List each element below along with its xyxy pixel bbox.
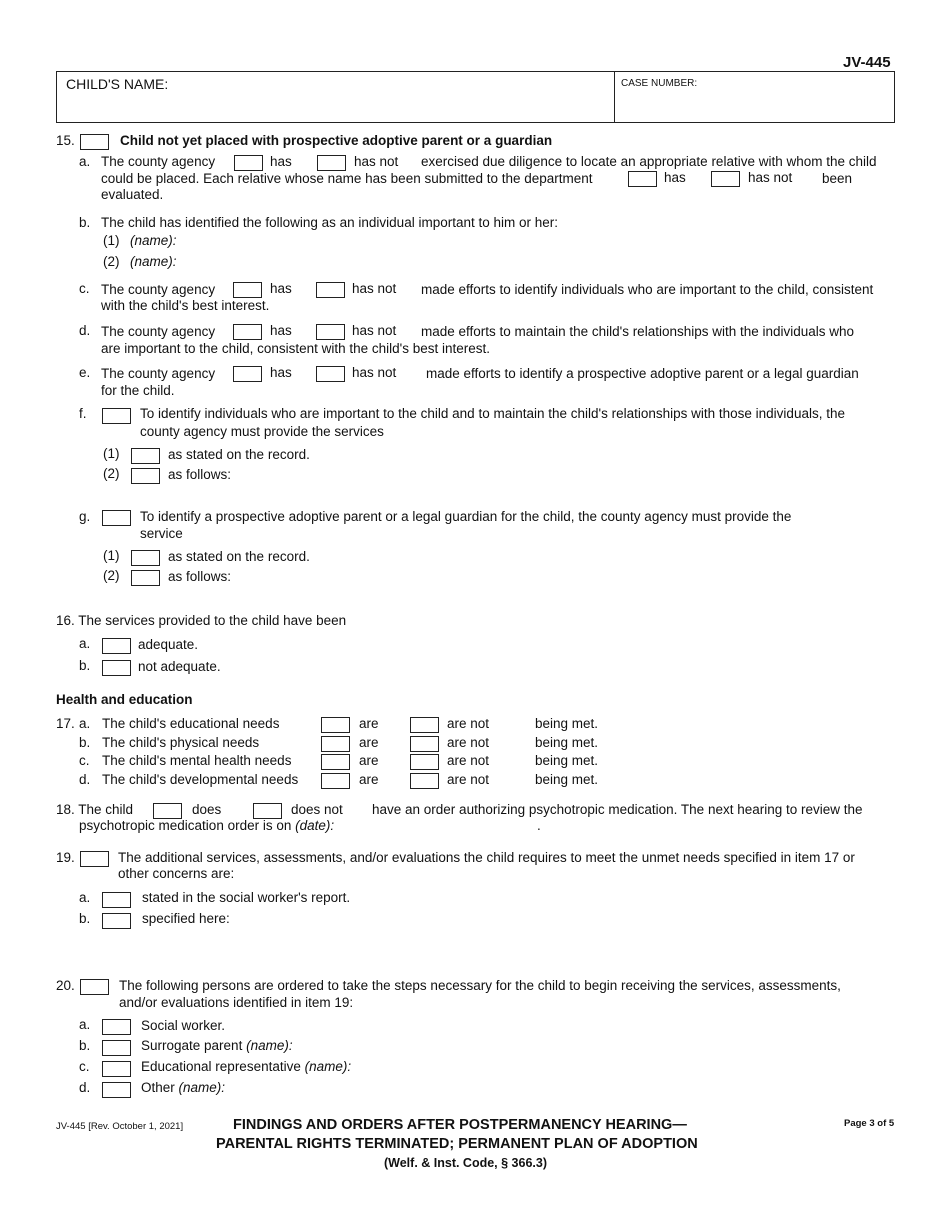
item20a-checkbox[interactable] [102,1019,131,1035]
item18-does-label: does [192,802,222,817]
item15b-name-1-label: (name): [130,233,177,248]
item15b-number-2: (2) [103,254,120,269]
item15a-relative-has-not-checkbox[interactable] [711,171,740,187]
item15f-option1-label: as stated on the record. [168,447,310,462]
item19-checkbox[interactable] [80,851,109,867]
item16a-letter: a. [79,636,91,651]
item17d-are-not-checkbox[interactable] [410,773,439,789]
item15g-option1-label: as stated on the record. [168,549,310,564]
item15d-has-not-label: has not [352,323,397,338]
item17b-are-not-label: are not [447,735,490,750]
item17c-are-checkbox[interactable] [321,754,350,770]
item17d-being-met: being met. [535,772,599,787]
item15e-text: The county agency [101,366,216,381]
item20d-label [141,1080,225,1095]
case-number-label: CASE NUMBER: [621,78,698,89]
item15c-line2: with the child's best interest. [101,298,270,313]
item15a-text: The county agency [101,154,216,169]
item19a-checkbox[interactable] [102,892,131,908]
item18-text: 18. The child [56,802,134,817]
item15c-has-not-label: has not [352,281,397,296]
item18-does-not-checkbox[interactable] [253,803,282,819]
item20b-label [141,1038,293,1053]
item20-checkbox[interactable] [80,979,109,995]
item17c-are-label: are [359,753,379,768]
item15a-text-cont: exercised due diligence to locate an appropriate relative with whom the child [421,154,877,169]
item17b-label: The child's physical needs [102,735,260,750]
item15b-letter: b. [79,215,91,230]
item19-number: 19. [56,850,75,865]
item16a-label: adequate. [138,637,199,652]
item15a-been-label: been [822,171,853,186]
item15d-text-cont: made efforts to maintain the child's relationships with the individuals who [421,324,855,339]
item16a-checkbox[interactable] [102,638,131,654]
item15e-has-not-checkbox[interactable] [316,366,345,382]
caption-box [56,71,895,123]
item15a-has-checkbox[interactable] [234,155,263,171]
item17a-being-met: being met. [535,716,599,731]
item17b-being-met: being met. [535,735,599,750]
item17-number: 17. [56,716,75,731]
item17c-are-not-label: are not [447,753,490,768]
item20c-label [141,1059,351,1074]
item17b-are-checkbox[interactable] [321,736,350,752]
item19-line2: other concerns are: [118,866,235,881]
footer-title-line1: FINDINGS AND ORDERS AFTER POSTPERMANENCY HEARING— [233,1117,687,1133]
item15e-has-label: has [270,365,292,380]
item15c-text: The county agency [101,282,216,297]
item15b-text: The child has identified the following as an individual important to him or her: [101,215,559,230]
item20-line2: and/or evaluations identified in item 19: [119,995,354,1010]
item20b-letter: b. [79,1038,91,1053]
item17d-label: The child's developmental needs [102,772,299,787]
item17c-being-met: being met. [535,753,599,768]
item17a-are-checkbox[interactable] [321,717,350,733]
item15e-has-not-label: has not [352,365,397,380]
item17c-label: The child's mental health needs [102,753,292,768]
item15e-has-checkbox[interactable] [233,366,262,382]
item18-does-not-label: does not [291,802,343,817]
item20-number: 20. [56,978,75,993]
item17d-are-not-label: are not [447,772,490,787]
item17b-letter: b. [79,735,91,750]
item20-text: The following persons are ordered to take the steps necessary for the child to begin receiving the services, assessments, [119,978,841,993]
item15f-option2-label: as follows: [168,467,232,482]
item19-text: The additional services, assessments, and/or evaluations the child requires to meet the unmet needs specified in item 17 or [118,850,855,865]
item15e-letter: e. [79,365,91,380]
item15e-line2: for the child. [101,383,175,398]
child-name-label: CHILD'S NAME: [66,76,169,92]
item15-number: 15. [56,133,75,148]
item17b-are-label: are [359,735,379,750]
form-id: JV-445 [843,54,891,71]
item18-line2 [79,818,334,833]
item20c-name-label: (name): [304,1059,352,1074]
item15a-letter: a. [79,154,91,169]
health-education-heading: Health and education [56,692,193,707]
item18-does-checkbox[interactable] [153,803,182,819]
item15d-has-checkbox[interactable] [233,324,262,340]
item17d-are-checkbox[interactable] [321,773,350,789]
item17c-letter: c. [79,753,90,768]
item15d-text: The county agency [101,324,216,339]
item15g-number-2: (2) [103,568,120,583]
item15a-relative-has-checkbox[interactable] [628,171,657,187]
item17b-are-not-checkbox[interactable] [410,736,439,752]
item20b-name-label: (name): [246,1038,293,1053]
item15f-letter: f. [79,406,87,421]
item19a-label: stated in the social worker's report. [142,890,351,905]
item15g-option2-label: as follows: [168,569,232,584]
item15c-has-not-checkbox[interactable] [316,282,345,298]
item18-period: . [537,818,541,833]
item15c-has-label: has [270,281,292,296]
item19b-checkbox[interactable] [102,913,131,929]
item20d-name-label: (name): [178,1080,226,1095]
item20c-letter: c. [79,1059,90,1074]
footer-title-line2: PARENTAL RIGHTS TERMINATED; PERMANENT PLAN OF ADOPTION [216,1136,698,1152]
item16-text: 16. The services provided to the child have been [56,613,347,628]
item16b-label: not adequate. [138,659,221,674]
item15c-has-checkbox[interactable] [233,282,262,298]
item15g-option2-checkbox[interactable] [131,570,160,586]
item15g-text: To identify a prospective adoptive parent or a legal guardian for the child, the county agency must provide the [140,509,792,524]
item18-date-label: (date): [295,818,335,833]
item15g-option1-checkbox[interactable] [131,550,160,566]
item20a-letter: a. [79,1017,91,1032]
item17d-letter: d. [79,772,91,787]
item15g-number-1: (1) [103,548,120,563]
caption-divider [614,71,615,123]
item17a-are-not-label: are not [447,716,490,731]
item17a-are-not-checkbox[interactable] [410,717,439,733]
item15a-relative-has-not-label: has not [748,170,793,185]
item15f-number-2: (2) [103,466,120,481]
item15a-has-label: has [270,154,292,169]
item19a-letter: a. [79,890,91,905]
item16b-checkbox[interactable] [102,660,131,676]
footer-code-citation: (Welf. & Inst. Code, § 366.3) [384,1156,548,1170]
item15b-number-1: (1) [103,233,120,248]
footer-page-number: Page 3 of 5 [844,1118,895,1129]
item17d-are-label: are [359,772,379,787]
item20a-label: Social worker. [141,1018,226,1033]
item15a-line2: could be placed. Each relative whose name has been submitted to the department [101,171,593,186]
item15d-has-not-checkbox[interactable] [316,324,345,340]
item15a-relative-has-label: has [664,170,686,185]
item20c-checkbox[interactable] [102,1061,131,1077]
item15f-text: To identify individuals who are important to the child and to maintain the child's relationships with those individuals, the [140,406,845,421]
item18-line2-text: psychotropic medication order is on [79,818,292,833]
item18-text-cont: have an order authorizing psychotropic medication. The next hearing to review the [372,802,863,817]
item17c-are-not-checkbox[interactable] [410,754,439,770]
item19b-label: specified here: [142,911,230,926]
item20b-label-text: Surrogate parent [141,1038,243,1053]
item15f-option2-checkbox[interactable] [131,468,160,484]
item15g-checkbox[interactable] [102,510,131,526]
item15g-line2: service [140,526,183,541]
item15d-has-label: has [270,323,292,338]
item15a-has-not-checkbox[interactable] [317,155,346,171]
item15f-option1-checkbox[interactable] [131,448,160,464]
item15f-number-1: (1) [103,446,120,461]
item17a-label: The child's educational needs [102,716,280,731]
item15b-name-2-label: (name): [130,254,177,269]
item15d-line2: are important to the child, consistent with the child's best interest. [101,341,491,356]
item15-title: Child not yet placed with prospective adoptive parent or a guardian [120,133,553,148]
item20b-checkbox[interactable] [102,1040,131,1056]
item17a-are-label: are [359,716,379,731]
item15d-letter: d. [79,323,91,338]
item15-checkbox[interactable] [80,134,109,150]
item15a-has-not-label: has not [354,154,399,169]
item15a-line3: evaluated. [101,187,164,202]
item20d-label-text: Other [141,1080,175,1095]
item15f-checkbox[interactable] [102,408,131,424]
footer-revision: JV-445 [Rev. October 1, 2021] [56,1121,184,1132]
item17a-letter: a. [79,716,91,731]
item15f-line2: county agency must provide the services [140,424,384,439]
item15e-text-cont: made efforts to identify a prospective adoptive parent or a legal guardian [426,366,859,381]
item20d-letter: d. [79,1080,91,1095]
item15c-text-cont: made efforts to identify individuals who are important to the child, consistent [421,282,874,297]
item20c-label-text: Educational representative [141,1059,301,1074]
item16b-letter: b. [79,658,91,673]
item20d-checkbox[interactable] [102,1082,131,1098]
item19b-letter: b. [79,911,91,926]
item15g-letter: g. [79,509,91,524]
item15c-letter: c. [79,281,90,296]
